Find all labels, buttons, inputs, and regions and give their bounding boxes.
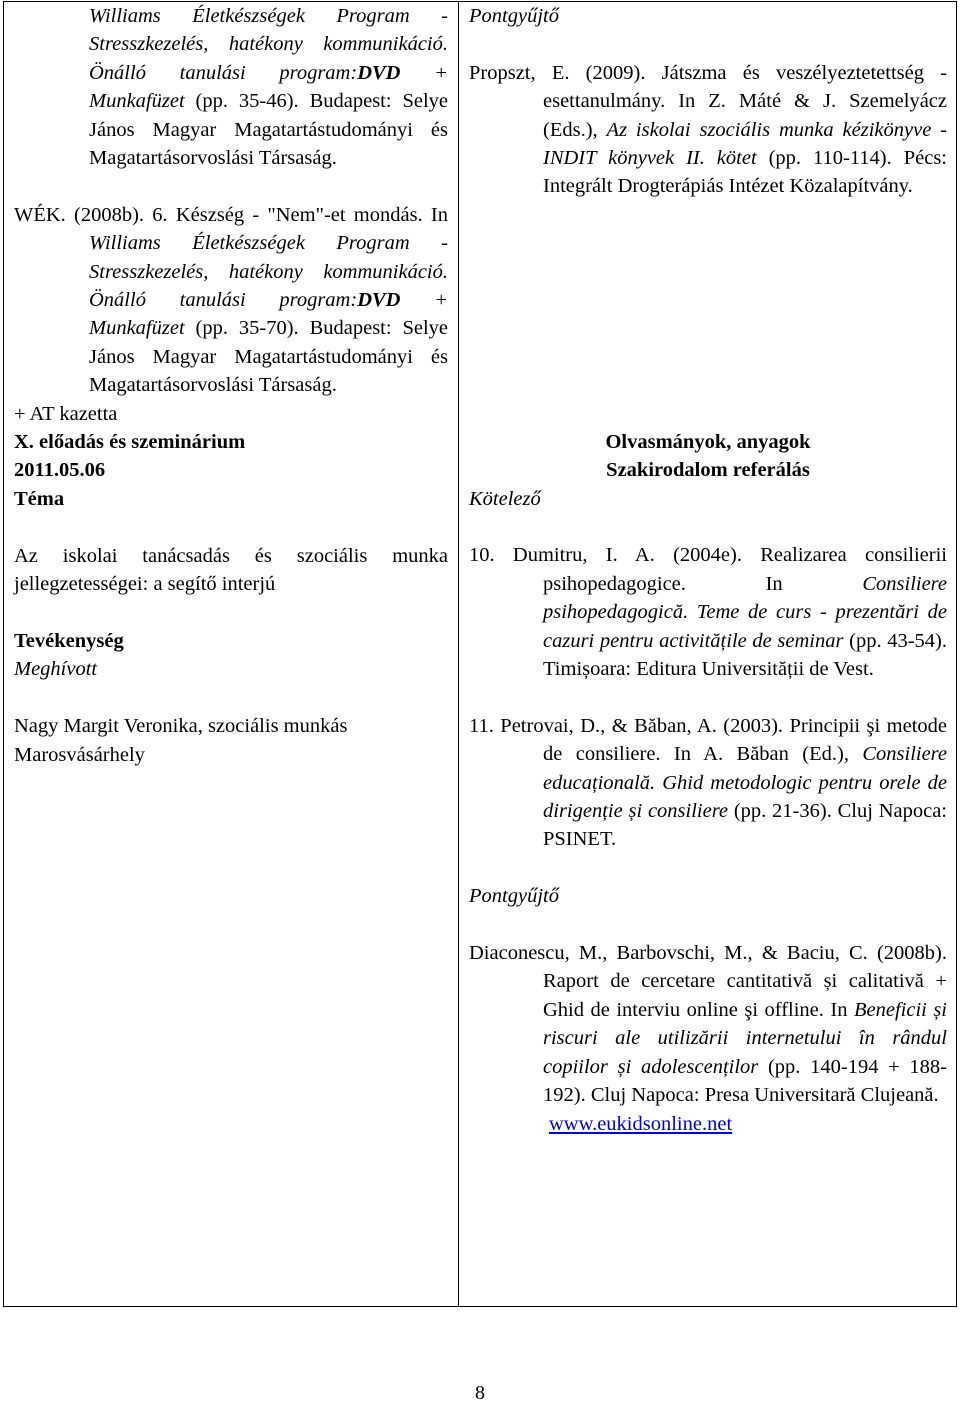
guest-city: Marosvásárhely <box>14 743 145 766</box>
lecture-heading: X. előadás és szeminárium <box>14 431 246 454</box>
column-divider <box>458 1 459 1307</box>
right-column <box>469 2 947 1138</box>
reference-wek: WÉK. (2008b). 6. Készség - "Nem"-et mondás. In Williams Életkészségek Program - Stresszkezelés, hatékony kommunikáció. Önálló tanulási program:DVD + Munkafüzet (pp. 35-70). Budapest: Selye János Magyar Magatartástudományi és Magatartásorvoslási Társaság. <box>14 203 448 397</box>
reference-propszt: Propszt, E. (2009). Játszma és veszélyeztetettség - esettanulmány. In Z. Máté & J. Szemelyácz (Eds.), Az iskolai szociális munka kézikönyve - INDIT könyvek II. kötet (pp. 110-114). Pécs: Integrált Drogterápiás Intézet Közalapítvány. <box>469 61 948 198</box>
lecture-date: 2011.05.06 <box>14 459 106 482</box>
page-number: 8 <box>475 1382 485 1404</box>
left-column <box>14 2 448 769</box>
tevekenyseg-label: Tevékenység <box>14 629 124 652</box>
pontgyujto-label-2: Pontgyűjtő <box>469 885 559 908</box>
reference-dumitru: 10. Dumitru, I. A. (2004e). Realizarea consilierii psihopedagogice. In Consiliere psihopedagogică. Teme de curs - prezentări de cazuri pentru activitățile de seminar (pp. 43-54). Timișoara: Editura Universității de Vest. <box>469 544 948 681</box>
meghivott-label: Meghívott <box>14 658 98 681</box>
kotelezo-label: Kötelező <box>469 487 541 510</box>
eukidsonline-link[interactable]: www.eukidsonline.net <box>549 1112 733 1135</box>
readings-heading-1: Olvasmányok, anyagok <box>605 430 811 453</box>
at-kazetta-note: + AT kazetta <box>14 402 118 425</box>
guest-name: Nagy Margit Veronika, szociális munkás <box>14 715 348 738</box>
reference-diaconescu: Diaconescu, M., Barbovschi, M., & Baciu, C. (2008b). Raport de cercetare cantitativă și calitativă + Ghid de interviu online şi offline. In Beneficii și riscuri ale utilizării internetului în rândul copiilor și adolescenților (pp. 140-194 + 188-192). Cluj Napoca: Presa Universitară Clujeană. <box>469 942 948 1107</box>
tema-label: Téma <box>14 487 65 510</box>
readings-heading-2: Szakirodalom referálás <box>606 459 810 482</box>
tema-text: Az iskolai tanácsadás és szociális munka jellegzetességei: a segítő interjú <box>14 544 448 596</box>
reference-petrovai: 11. Petrovai, D., & Băban, A. (2003). Principii şi metode de consiliere. In A. Băban (Ed.), Consiliere educațională. Ghid metodologic pentru orele de dirigenție și consiliere (pp. 21-36). Cluj Napoca: PSINET. <box>469 714 947 851</box>
reference-williams-continued: Williams Életkészségek Program - Stresszkezelés, hatékony kommunikáció. Önálló tanulási program:DVD + Munkafüzet (pp. 35-46). Budapest: Selye János Magyar Magatartástudományi és Magatartásorvoslási Társaság. <box>89 5 448 170</box>
pontgyujto-label-1: Pontgyűjtő <box>469 5 559 27</box>
